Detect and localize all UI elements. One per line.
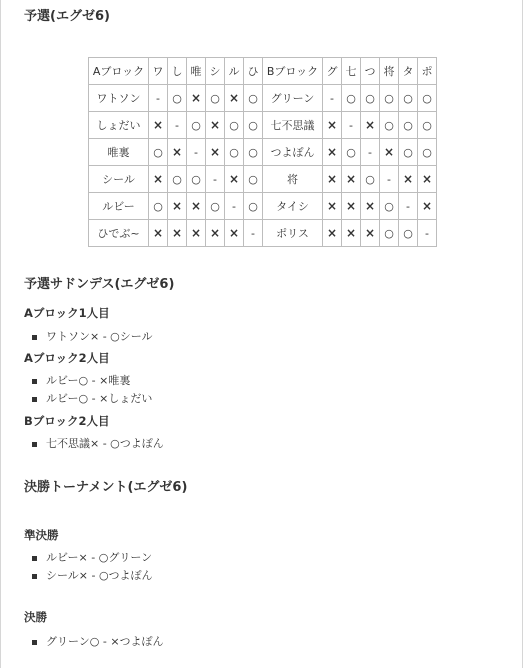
results-table-wrap [88,57,437,247]
block-a-result-cell: ○ [187,112,206,139]
section-title-sudden-death: 予選サドンデス(エグゼ6) [24,277,175,292]
block-b-result-cell: × [323,220,342,247]
block-a-result-cell: - [244,220,263,247]
block-b-result-cell: ○ [361,85,380,112]
block-a-header: Aブロック [89,58,149,85]
block-b-result-cell: ○ [399,220,418,247]
block-a-result-cell: ○ [206,193,225,220]
block-a-result-cell: × [206,112,225,139]
block-b-result-cell: × [361,220,380,247]
table-row [89,85,437,112]
block-b-result-cell: ○ [399,112,418,139]
block-a-result-cell: × [149,166,168,193]
block-a-result-cell: - [206,166,225,193]
block-a-result-cell: ○ [187,166,206,193]
block-a-player-name: ひでぶ~ [89,220,149,247]
final-list [32,633,164,651]
block-b-player-name: ポリス [263,220,323,247]
list-item: グリーン○ - ×つよぽん [32,633,164,651]
block-b-result-cell: ○ [361,166,380,193]
block-b-col-header: タ [399,58,418,85]
block-a-result-cell: × [187,85,206,112]
block-a-result-cell: ○ [149,139,168,166]
group-heading-b2: Bブロック2人目 [24,414,110,428]
block-b-result-cell: × [399,166,418,193]
block-a-player-name: シール [89,166,149,193]
block-a-result-cell: ○ [244,193,263,220]
block-a-result-cell: ○ [149,193,168,220]
block-b-result-cell: ○ [342,85,361,112]
block-b-result-cell: × [323,166,342,193]
block-a-result-cell: × [168,220,187,247]
final-heading: 決勝 [24,610,47,624]
table-row [89,139,437,166]
block-b-player-name: 七不思議 [263,112,323,139]
block-b-col-header: 七 [342,58,361,85]
block-b-result-cell: × [418,166,437,193]
block-b-result-cell: × [342,193,361,220]
table-row [89,166,437,193]
block-b-result-cell: ○ [342,139,361,166]
group-list-a1 [32,328,153,346]
block-b-result-cell: × [323,193,342,220]
block-b-header: Bブロック [263,58,323,85]
block-a-player-name: ルビー [89,193,149,220]
results-table [88,57,437,247]
block-a-result-cell: ○ [168,166,187,193]
table-row [89,220,437,247]
block-b-col-header: ポ [418,58,437,85]
block-a-result-cell: × [149,112,168,139]
block-a-result-cell: × [168,193,187,220]
block-a-result-cell: × [187,193,206,220]
block-b-result-cell: × [380,139,399,166]
block-a-col-header: ワ [149,58,168,85]
group-heading-a1: Aブロック1人目 [24,306,110,320]
table-row [89,193,437,220]
block-a-result-cell: - [168,112,187,139]
block-a-result-cell: × [225,85,244,112]
block-a-result-cell: ○ [225,139,244,166]
semifinal-heading: 準決勝 [24,528,59,542]
block-b-result-cell: ○ [418,112,437,139]
block-b-result-cell: ○ [380,220,399,247]
block-b-result-cell: ○ [380,112,399,139]
block-a-result-cell: ○ [206,85,225,112]
block-b-result-cell: ○ [418,85,437,112]
group-list-b2 [32,435,164,453]
block-a-col-header: ル [225,58,244,85]
block-a-col-header: シ [206,58,225,85]
list-item: シール× - ○つよぽん [32,567,153,585]
block-a-col-header: ひ [244,58,263,85]
block-b-result-cell: ○ [418,139,437,166]
list-item: ルビー○ - ×唯裏 [32,372,152,390]
section-title-finals: 決勝トーナメント(エグゼ6) [24,480,188,495]
semifinal-list [32,549,153,585]
block-b-result-cell: ○ [380,85,399,112]
block-b-result-cell: ○ [399,85,418,112]
block-a-result-cell: - [149,85,168,112]
block-a-result-cell: × [168,139,187,166]
block-b-result-cell: - [361,139,380,166]
block-a-result-cell: × [206,139,225,166]
block-a-result-cell: ○ [244,112,263,139]
block-a-col-header: 唯 [187,58,206,85]
block-a-player-name: しょだい [89,112,149,139]
block-b-result-cell: - [418,220,437,247]
block-b-result-cell: × [342,220,361,247]
table-row [89,112,437,139]
block-b-result-cell: - [323,85,342,112]
section-title-qualifier: 予選(エグゼ6) [24,9,110,24]
block-b-result-cell: × [418,193,437,220]
block-b-player-name: つよぽん [263,139,323,166]
block-b-col-header: グ [323,58,342,85]
block-b-result-cell: × [323,139,342,166]
block-a-result-cell: × [206,220,225,247]
block-a-result-cell: ○ [168,85,187,112]
block-b-player-name: 将 [263,166,323,193]
block-b-result-cell: ○ [380,193,399,220]
list-item: ルビー× - ○グリーン [32,549,153,567]
block-b-result-cell: × [342,166,361,193]
block-b-player-name: タイシ [263,193,323,220]
block-b-result-cell: × [361,193,380,220]
block-a-player-name: 唯裏 [89,139,149,166]
block-b-result-cell: - [380,166,399,193]
table-header-row [89,58,437,85]
block-b-player-name: グリーン [263,85,323,112]
block-a-result-cell: × [149,220,168,247]
block-a-col-header: し [168,58,187,85]
group-list-a2 [32,372,152,408]
block-a-result-cell: ○ [244,85,263,112]
block-b-result-cell: ○ [399,139,418,166]
block-a-result-cell: - [187,139,206,166]
block-b-result-cell: × [323,112,342,139]
block-a-result-cell: ○ [244,166,263,193]
block-a-result-cell: ○ [225,112,244,139]
block-a-player-name: ワトソン [89,85,149,112]
block-a-result-cell: ○ [244,139,263,166]
block-b-result-cell: - [342,112,361,139]
block-b-col-header: つ [361,58,380,85]
block-a-result-cell: - [225,193,244,220]
list-item: 七不思議× - ○つよぽん [32,435,164,453]
list-item: ルビー○ - ×しょだい [32,390,152,408]
block-b-result-cell: × [361,112,380,139]
block-b-result-cell: - [399,193,418,220]
block-a-result-cell: × [225,166,244,193]
block-a-result-cell: × [187,220,206,247]
block-a-result-cell: × [225,220,244,247]
block-b-col-header: 将 [380,58,399,85]
list-item: ワトソン× - ○シール [32,328,153,346]
group-heading-a2: Aブロック2人目 [24,351,110,365]
